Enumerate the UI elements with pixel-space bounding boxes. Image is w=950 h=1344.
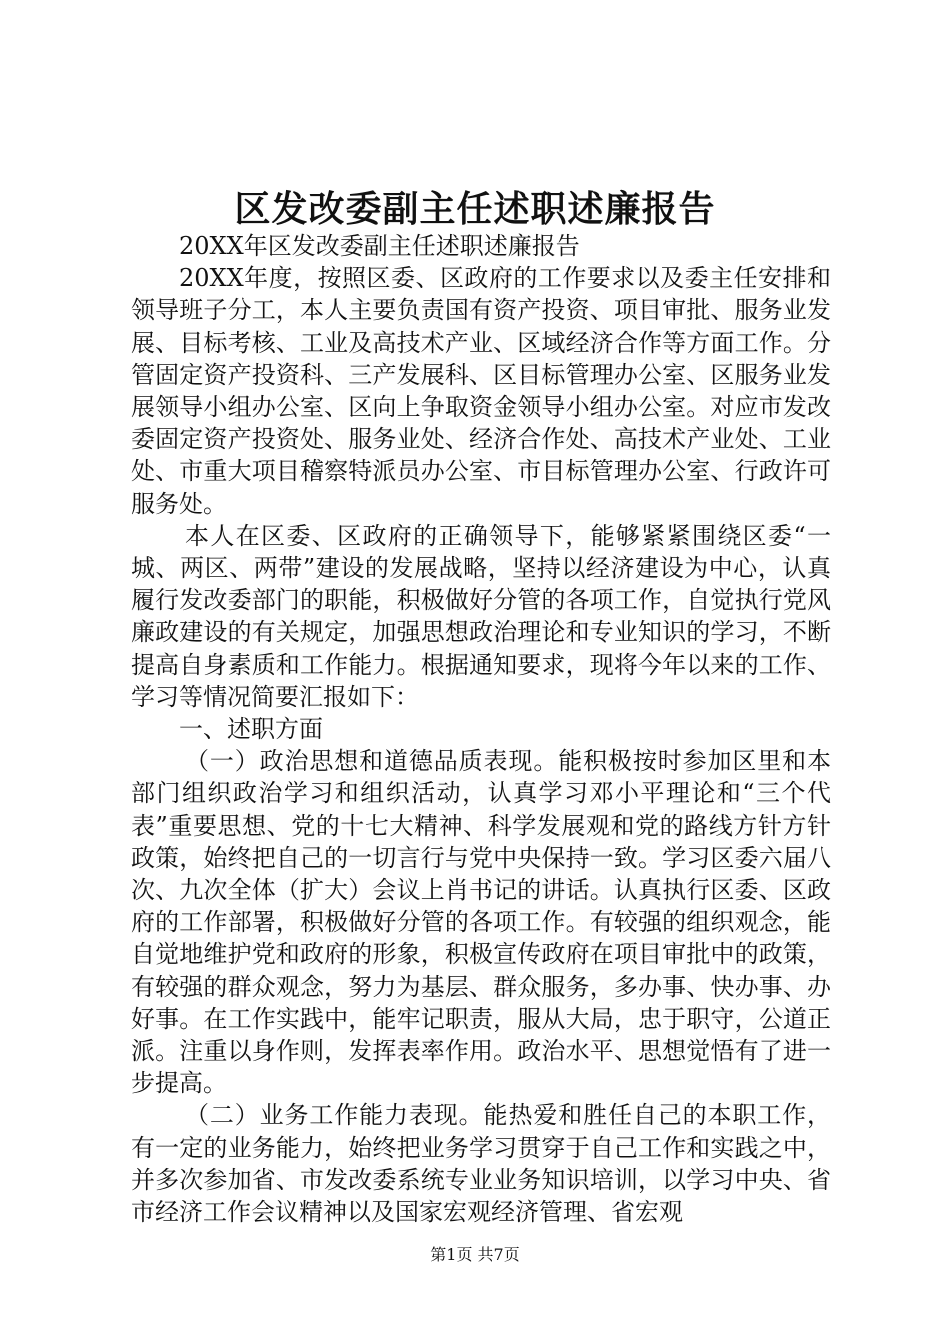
paragraph-subtitle: 20XX年区发改委副主任述职述廉报告 (179, 232, 580, 260)
paragraph-political: （一）政治思想和道德品质表现。能积极按时参加区里和本部门组织政治学习和组织活动，认真学习邓小平理论和“三个代表”重要思想、党的十七大精神、科学发展观和党的路线方针方针政策，始终把自己的一切言行与党中央保持一致。学习区委六届八次、九次全体（扩大）会议上肖书记的讲话。认真执行区委、区政府的工作部署，积极做好分管的各项工作。有较强的组织观念，能自觉地维护党和政府的形象，积极宣传政府在项目审批中的政策，有较强的群众观念，努力为基层、群众服务，多办事、快办事、办好事。在工作实践中，能牢记职责，服从大局，忠于职守，公道正派。注重以身作则，发挥表率作用。政治水平、思想觉悟有了进一步提高。 (131, 747, 831, 1098)
paragraph-intro: 本人在区委、区政府的正确领导下，能够紧紧围绕区委“一城、两区、两带”建设的发展战略，坚持以经济建设为中心，认真履行发改委部门的职能，积极做好分管的各项工作，自觉执行党风廉政建设的有关规定，加强思想政治理论和专业知识的学习，不断提高自身素质和工作能力。根据通知要求，现将今年以来的工作、学习等情况简要汇报如下： (131, 521, 831, 711)
document-body (131, 230, 831, 1228)
paragraph-ability: （二）业务工作能力表现。能热爱和胜任自己的本职工作，有一定的业务能力，始终把业务学习贯穿于自己工作和实践之中，并多次参加省、市发改委系统专业业务知识培训，以学习中央、省市经济工作会议精神以及国家宏观经济管理、省宏观 (131, 1101, 831, 1227)
document-title: 区发改委副主任述职述廉报告 (234, 188, 716, 230)
paragraph-scope: 20XX年度，按照区委、区政府的工作要求以及委主任安排和领导班子分工，本人主要负责国有资产投资、项目审批、服务业发展、目标考核、工业及高技术产业、区域经济合作等方面工作。分管固定资产投资科、三产发展科、区目标管理办公室、区服务业发展领导小组办公室、区向上争取资金领导小组办公室。对应市发改委固定资产投资处、服务业处、经济合作处、高技术产业处、工业处、市重大项目稽察特派员办公室、市目标管理办公室、行政许可服务处。 (131, 264, 831, 518)
page-number: 第1页 共7页 (430, 1245, 520, 1264)
section-heading: 一、述职方面 (179, 715, 323, 744)
